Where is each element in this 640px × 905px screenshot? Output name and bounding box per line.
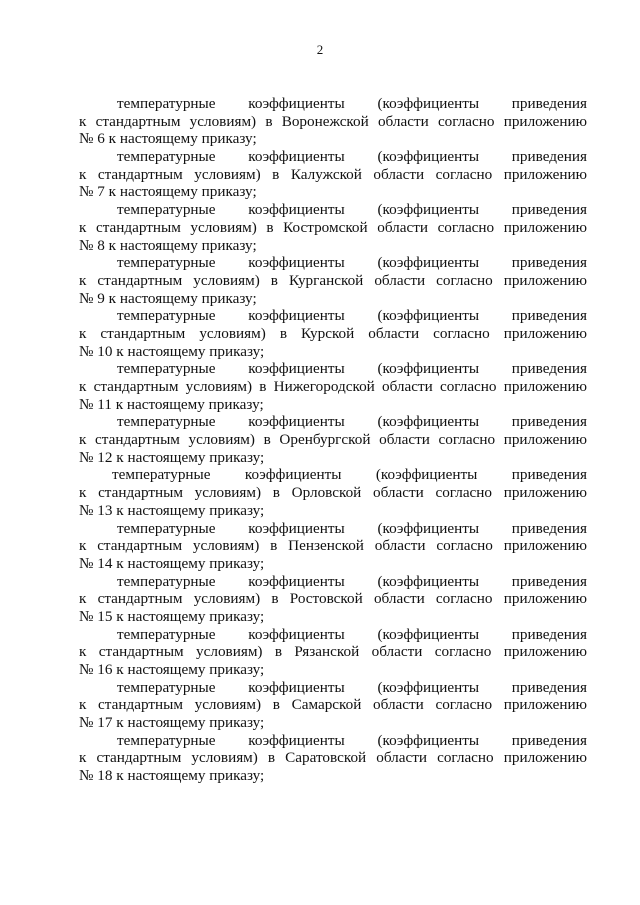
item-word: коэффициенты xyxy=(248,678,345,696)
item-first-line xyxy=(79,573,587,591)
item-word: температурные xyxy=(117,731,216,749)
list-item xyxy=(79,360,587,413)
item-word: температурные xyxy=(117,148,216,166)
item-word: приведения xyxy=(511,572,587,590)
item-first-line xyxy=(79,466,587,484)
list-item xyxy=(79,466,587,519)
item-first-line xyxy=(79,520,587,538)
item-second-line: к стандартным условиям) в Калужской области согласно приложению xyxy=(79,165,587,183)
item-second-line: к стандартным условиям) в Ростовской области согласно приложению xyxy=(79,590,587,608)
list-content xyxy=(79,95,587,785)
item-word: температурные xyxy=(117,572,216,590)
item-third-line: № 18 к настоящему приказу; xyxy=(79,767,265,785)
item-word: приведения xyxy=(511,95,587,112)
item-word: приведения xyxy=(511,360,587,378)
item-second-line: к стандартным условиям) в Самарской области согласно приложению xyxy=(79,696,587,714)
item-second-line: к стандартным условиям) в Нижегородской области согласно приложению xyxy=(79,378,587,395)
item-first-line xyxy=(79,148,587,166)
item-word: коэффициенты xyxy=(244,466,342,484)
item-word: коэффициенты xyxy=(248,360,345,378)
item-first-line xyxy=(79,679,587,697)
item-second-line: к стандартным условиям) в Оренбургской области согласно приложению xyxy=(79,431,587,449)
item-second-line: к стандартным условиям) в Воронежской области согласно приложению xyxy=(79,112,587,130)
list-item xyxy=(79,413,587,466)
item-word: температурные xyxy=(117,413,216,431)
list-item xyxy=(79,573,587,626)
item-word: коэффициенты xyxy=(248,148,345,166)
item-second-line: к стандартным условиям) в Курской области согласно приложению xyxy=(79,324,587,342)
item-second-line: к стандартным условиям) в Рязанской области согласно приложению xyxy=(79,643,587,661)
item-word: (коэффициенты xyxy=(377,519,480,537)
item-third-line: № 9 к настоящему приказу; xyxy=(79,289,257,307)
list-item xyxy=(79,307,587,360)
item-word: (коэффициенты xyxy=(377,731,480,749)
item-third-line: № 13 к настоящему приказу; xyxy=(79,501,265,519)
item-third-line: № 16 к настоящему приказу; xyxy=(79,661,265,678)
item-third-line: № 15 к настоящему приказу; xyxy=(79,607,265,625)
item-second-line: к стандартным условиям) в Орловской области согласно приложению xyxy=(79,484,587,502)
item-third-line: № 7 к настоящему приказу; xyxy=(79,183,257,201)
item-word: температурные xyxy=(117,307,216,325)
item-word: (коэффициенты xyxy=(377,254,480,272)
item-second-line: к стандартным условиям) в Костромской области согласно приложению xyxy=(79,218,587,236)
item-third-line: № 10 к настоящему приказу; xyxy=(79,342,265,360)
item-word: приведения xyxy=(511,519,587,537)
item-word: температурные xyxy=(117,201,216,219)
item-word: приведения xyxy=(511,148,587,166)
list-item xyxy=(79,95,587,148)
item-word: температурные xyxy=(117,254,216,272)
list-item xyxy=(79,679,587,732)
item-word: (коэффициенты xyxy=(377,201,480,219)
item-word: коэффициенты xyxy=(248,413,345,431)
item-word: (коэффициенты xyxy=(377,95,480,112)
list-item xyxy=(79,254,587,307)
item-word: (коэффициенты xyxy=(377,625,480,643)
item-word: коэффициенты xyxy=(248,519,345,537)
item-word: (коэффициенты xyxy=(375,466,478,484)
list-item xyxy=(79,520,587,573)
item-word: приведения xyxy=(511,466,587,484)
item-first-line xyxy=(79,254,587,272)
item-word: коэффициенты xyxy=(248,731,345,749)
item-word: температурные xyxy=(117,625,216,643)
item-word: приведения xyxy=(511,201,587,219)
item-third-line: № 8 к настоящему приказу; xyxy=(79,236,257,254)
item-third-line: № 6 к настоящему приказу; xyxy=(79,130,257,148)
item-word: приведения xyxy=(511,625,587,643)
item-word: коэффициенты xyxy=(248,572,345,590)
item-word: приведения xyxy=(511,413,587,431)
item-word: приведения xyxy=(511,731,587,749)
item-word: температурные xyxy=(117,360,216,378)
item-word: коэффициенты xyxy=(248,307,345,325)
item-third-line: № 14 к настоящему приказу; xyxy=(79,554,265,572)
item-word: (коэффициенты xyxy=(377,360,480,378)
item-word: коэффициенты xyxy=(248,625,345,643)
item-word: температурные xyxy=(112,466,211,484)
list-item xyxy=(79,732,587,785)
item-third-line: № 17 к настоящему приказу; xyxy=(79,714,265,732)
item-word: коэффициенты xyxy=(248,254,345,272)
item-word: (коэффициенты xyxy=(377,148,480,166)
item-word: температурные xyxy=(117,519,216,537)
item-word: температурные xyxy=(117,678,216,696)
item-word: коэффициенты xyxy=(248,95,345,112)
item-first-line xyxy=(79,307,587,325)
item-word: (коэффициенты xyxy=(377,572,480,590)
list-item xyxy=(79,626,587,679)
page-number: 2 xyxy=(316,42,324,57)
item-first-line xyxy=(79,626,587,644)
item-second-line: к стандартным условиям) в Саратовской области согласно приложению xyxy=(79,749,587,767)
item-first-line xyxy=(79,201,587,219)
item-word: температурные xyxy=(117,95,216,112)
item-first-line xyxy=(79,95,587,113)
item-third-line: № 11 к настоящему приказу; xyxy=(79,395,264,413)
item-first-line xyxy=(79,732,587,750)
item-first-line xyxy=(79,360,587,378)
item-word: приведения xyxy=(511,307,587,325)
item-word: приведения xyxy=(511,254,587,272)
list-item xyxy=(79,148,587,201)
item-word: (коэффициенты xyxy=(377,413,480,431)
item-word: (коэффициенты xyxy=(377,678,480,696)
item-first-line xyxy=(79,413,587,431)
item-second-line: к стандартным условиям) в Курганской области согласно приложению xyxy=(79,271,587,289)
list-item xyxy=(79,201,587,254)
item-word: приведения xyxy=(511,678,587,696)
item-third-line: № 12 к настоящему приказу; xyxy=(79,448,265,466)
item-second-line: к стандартным условиям) в Пензенской области согласно приложению xyxy=(79,537,587,555)
item-word: (коэффициенты xyxy=(377,307,480,325)
item-word: коэффициенты xyxy=(248,201,345,219)
